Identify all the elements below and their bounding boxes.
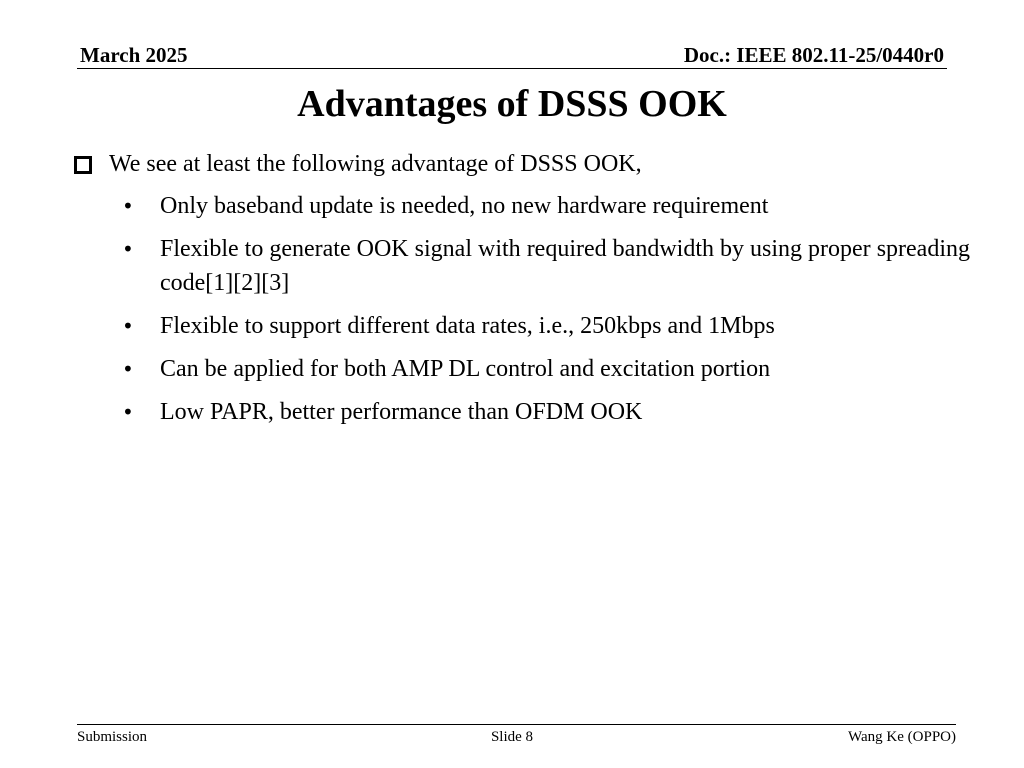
bullet-dot-icon: •: [122, 400, 134, 424]
square-bullet-icon: [74, 156, 92, 174]
bullet-item: [72, 232, 970, 300]
footer-slide-number: Slide 8: [490, 729, 534, 745]
bullet-item: [72, 395, 970, 429]
footer-submission: Submission: [77, 729, 148, 745]
slide-title: Advantages of DSSS OOK: [297, 83, 727, 125]
bullet-dot-icon: •: [122, 194, 134, 218]
bullet-item: [72, 352, 970, 386]
footer-rule: [77, 724, 956, 725]
bullet-item: [72, 309, 970, 343]
bullet-dot-icon: •: [122, 357, 134, 381]
bullet-text: Only baseband update is needed, no new hardware requirement: [160, 193, 769, 219]
bullet-item: [72, 189, 970, 223]
header-date: March 2025: [80, 43, 188, 67]
footer-author: Wang Ke (OPPO): [848, 729, 956, 745]
bullet-text: Flexible to generate OOK signal with required bandwidth by using proper spreading code[1][2][3]: [160, 236, 970, 296]
bullet-text: Low PAPR, better performance than OFDM OOK: [160, 399, 643, 425]
header-rule: [77, 68, 947, 69]
intro-text: We see at least the following advantage of DSSS OOK,: [109, 151, 642, 177]
bullet-text: Can be applied for both AMP DL control and excitation portion: [160, 356, 771, 382]
bullet-dot-icon: •: [122, 237, 134, 261]
slide-content: [72, 147, 970, 438]
bullet-dot-icon: •: [122, 314, 134, 338]
intro-item: [72, 147, 970, 181]
bullet-text: Flexible to support different data rates, i.e., 250kbps and 1Mbps: [160, 313, 775, 339]
header-doc-id: Doc.: IEEE 802.11-25/0440r0: [683, 43, 944, 67]
